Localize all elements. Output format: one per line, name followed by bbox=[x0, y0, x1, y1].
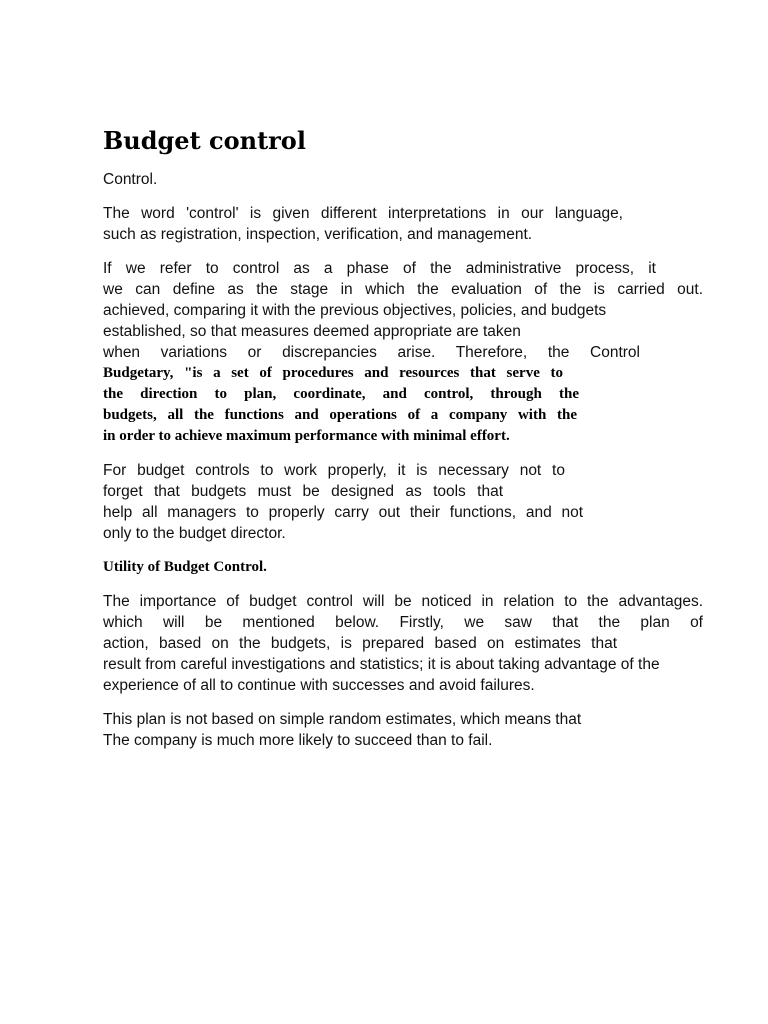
text-line: achieved, comparing it with the previous objectives, policies, and budgets bbox=[103, 302, 607, 319]
text-line: Control. bbox=[103, 171, 158, 188]
text-line: This plan is not based on simple random estimates, which means that bbox=[103, 711, 582, 728]
paragraph-definition bbox=[103, 258, 703, 447]
bold-text-line: Budgetary, "is a set of procedures and resources that serve to bbox=[103, 365, 563, 381]
paragraph-control bbox=[103, 169, 703, 190]
section-heading: Utility of Budget Control. bbox=[103, 559, 267, 575]
paragraph-word-control bbox=[103, 203, 703, 245]
text-line: The company is much more likely to succeed than to fail. bbox=[103, 732, 493, 749]
bold-text-line: in order to achieve maximum performance with minimal effort. bbox=[103, 428, 510, 444]
bold-text-line: the direction to plan, coordinate, and control, through the bbox=[103, 386, 579, 402]
text-line: help all managers to properly carry out their functions, and not bbox=[103, 504, 583, 521]
paragraph-budget-controls bbox=[103, 460, 703, 544]
paragraph-plan bbox=[103, 709, 703, 751]
text-line: forget that budgets must be designed as tools that bbox=[103, 483, 503, 500]
text-line: when variations or discrepancies arise. Therefore, the Control bbox=[103, 344, 640, 361]
text-line: result from careful investigations and statistics; it is about taking advantage of the bbox=[103, 656, 660, 673]
text-line: experience of all to continue with successes and avoid failures. bbox=[103, 677, 535, 694]
text-line: which will be mentioned below. Firstly, we saw that the plan of bbox=[103, 614, 703, 631]
text-line: The word 'control' is given different interpretations in our language, bbox=[103, 205, 623, 222]
text-line: only to the budget director. bbox=[103, 525, 286, 542]
text-line: For budget controls to work properly, it is necessary not to bbox=[103, 462, 565, 479]
text-line: we can define as the stage in which the evaluation of the is carried out. bbox=[103, 281, 703, 298]
text-line: The importance of budget control will be noticed in relation to the advantages. bbox=[103, 593, 703, 610]
text-line: If we refer to control as a phase of the administrative process, it bbox=[103, 260, 656, 277]
document-title: Budget control bbox=[103, 126, 306, 155]
document-body bbox=[103, 126, 703, 764]
paragraph-importance bbox=[103, 591, 703, 696]
text-line: action, based on the budgets, is prepared based on estimates that bbox=[103, 635, 617, 652]
bold-text-line: budgets, all the functions and operations of a company with the bbox=[103, 407, 577, 423]
text-line: such as registration, inspection, verification, and management. bbox=[103, 226, 533, 243]
text-line: established, so that measures deemed appropriate are taken bbox=[103, 323, 521, 340]
